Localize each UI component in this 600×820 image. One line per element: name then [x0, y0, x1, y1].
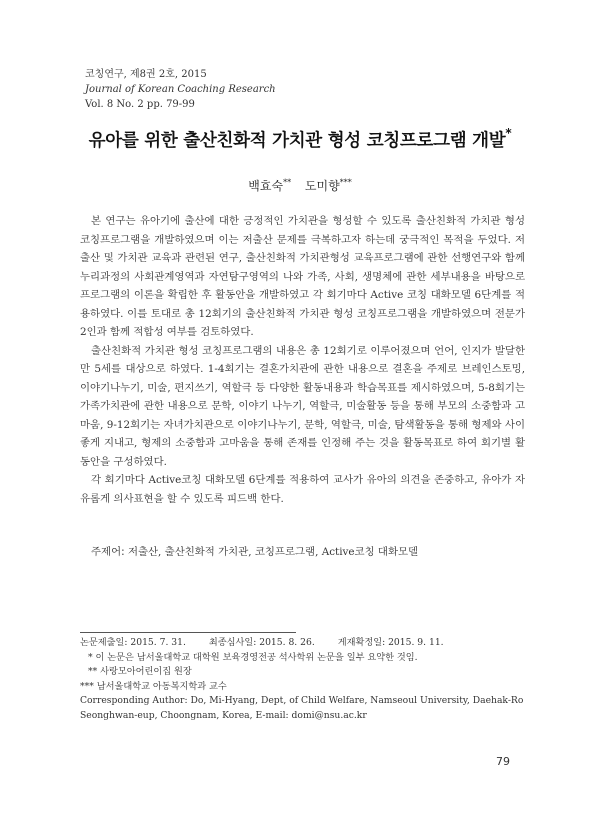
- footnote-divider: [80, 632, 296, 633]
- journal-volume: Vol. 8 No. 2 pp. 79-99: [85, 99, 195, 110]
- footnotes: [80, 636, 530, 723]
- abstract-paragraph: 출산친화적 가치관 형성 코칭프로그램의 내용은 총 12회기로 이루어졌으며 언어, 인지가 발달한 만 5세를 대상으로 하였다. 1-4회기는 결혼가치관에 관한 내용으로 결혼을 주제로 브레인스토밍, 이야기나누기, 미술, 편지쓰기, 역할극 등 다양한 활동내용과 학습목표를 제시하였으며, 5-8회기는 가족가치관에 관한 내용으로 문학, 이야기 나누기, 역할극, 미술활동 등을 통해 부모의 소중함과 고마움, 9-12회기는 자녀가치관으로 이야기나누기, 문학, 역할극, 미술, 탐색활동을 통해 형제와 사이좋게 지내고, 형제의 소중함과 고마움을 통해 존재를 인정해 주는 것을 활동목표로 하여 회기별 활동안을 구성하였다.: [80, 344, 525, 468]
- author-list: [0, 177, 600, 194]
- abstract-paragraph: 각 회기마다 Active코칭 대화모델 6단계를 적용하여 교사가 유아의 의견을 존중하고, 유아가 자유롭게 의사표현을 할 수 있도록 피드백 한다.: [80, 474, 525, 505]
- journal-name-korean: 코칭연구, 제8권 2호, 2015: [85, 69, 207, 80]
- journal-header: [85, 67, 276, 112]
- title-footnote-mark: *: [505, 126, 512, 140]
- paper-title-text: 유아를 위한 출산친화적 가치관 형성 코칭프로그램 개발: [88, 131, 506, 151]
- keywords: [91, 543, 531, 558]
- submission-dates: [80, 636, 530, 651]
- keywords-label: 주제어:: [91, 546, 125, 558]
- author-name: 백효숙: [248, 179, 284, 193]
- keywords-terms: 저출산, 출산친화적 가치관, 코칭프로그램, Active코칭 대화모델: [127, 546, 419, 558]
- footnote: * 이 논문은 남서울대학교 대학원 보육경영전공 석사학위 논문을 일부 요약한 것임.: [88, 651, 418, 663]
- paper-title: [0, 126, 600, 152]
- submitted-date: 논문제출일: 2015. 7. 31.: [80, 637, 186, 648]
- corresponding-author: Corresponding Author: Do, Mi-Hyang, Dept, of Child Welfare, Namseoul University, Daehak-Ro: [80, 695, 524, 706]
- reviewed-date: 최종심사일: 2015. 8. 26.: [208, 637, 315, 648]
- abstract: [80, 212, 525, 508]
- author-name: 도미향: [304, 179, 340, 193]
- author-footnote-mark: ***: [339, 178, 352, 187]
- footnote: ** 사랑모아어린이집 원장: [88, 666, 192, 677]
- author-footnote-mark: **: [283, 178, 292, 187]
- journal-name-english: Journal of Korean Coaching Research: [85, 84, 276, 95]
- corresponding-author-address: Seonghwan-eup, Choongnam, Korea, E-mail: domi@nsu.ac.kr: [80, 709, 367, 721]
- page-number: 79: [496, 755, 510, 768]
- abstract-paragraph: 본 연구는 유아기에 출산에 대한 긍정적인 가치관을 형성할 수 있도록 출산친화적 가치관 형성 코칭프로그램을 개발하였으며 이는 저출산 문제를 극복하고자 하는데 궁극적인 목적을 두었다. 저출산 및 가치관 교육과 관련된 연구, 출산친화적 가치관형성 교육프로그램에 관한 선행연구와 함께 누리과정의 사회관계영역과 자연탐구영역의 나와 가족, 사회, 생명체에 관한 세부내용을 바탕으로 프로그램의 이론을 확립한 후 활동안을 개발하였고 각 회기마다 Active 코칭 대화모델 6단계를 적용하였다. 이를 토대로 총 12회기의 출산친화적 가치관 형성 코칭프로그램을 개발하였으며 전문가 2인과 함께 적합성 여부를 검토하였다.: [80, 215, 525, 338]
- footnote: *** 남서울대학교 아동복지학과 교수: [80, 680, 227, 692]
- accepted-date: 게재확정일: 2015. 9. 11.: [337, 637, 444, 648]
